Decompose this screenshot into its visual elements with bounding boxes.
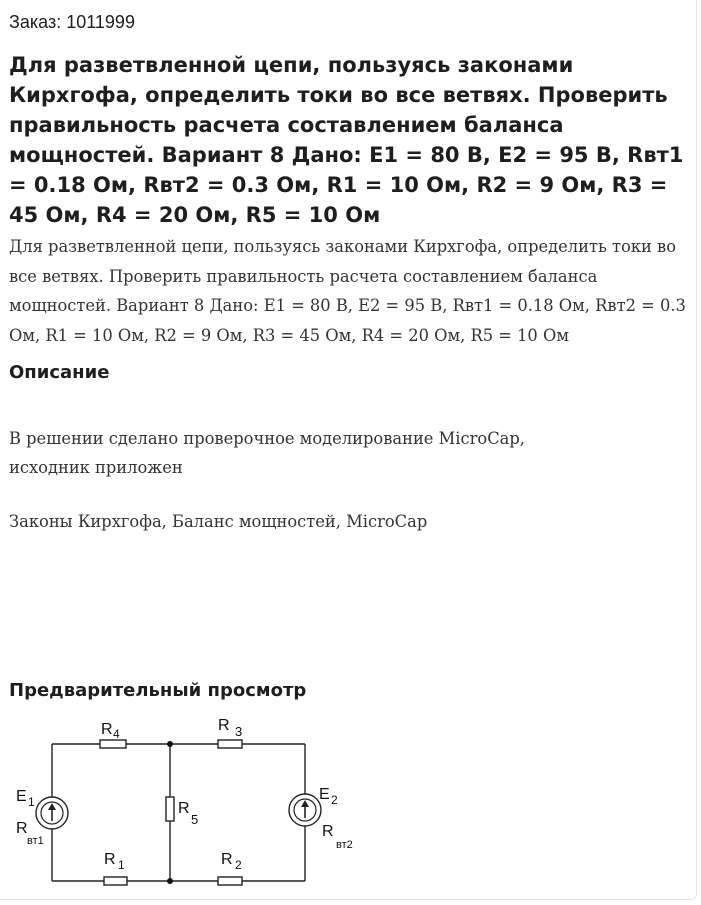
page-title: Для разветвленной цепи, пользуясь законами Кирхгофа, определить токи во все ветвях. Проверить правильность расчета составлением баланса мощностей. Вариант 8 Дано: E1 = 80 B, E2 = 95 B, Rвт1 = 0.18 Ом, Rвт2 = 0.3 Ом, R1 = 10 Ом, R2 = 9 Ом, R3 = 45 Ом, R4 = 20 Ом, R5 = 10 Ом — [9, 53, 684, 227]
label-r4: R — [101, 721, 113, 738]
resistor-r1 — [104, 877, 127, 885]
source-e2 — [289, 794, 321, 826]
label-rvt1: R — [16, 820, 28, 837]
label-r1: R — [104, 851, 116, 868]
source-e1 — [36, 797, 68, 829]
label-e2-sub: 2 — [331, 793, 338, 807]
description-heading: Описание — [9, 362, 110, 383]
resistor-r5 — [166, 797, 174, 821]
label-rvt1-sub: вт1 — [27, 835, 44, 847]
node-top — [167, 741, 173, 747]
label-e2: E — [319, 786, 330, 803]
label-rvt2-sub: вт2 — [336, 839, 353, 851]
label-r5: R — [178, 800, 190, 817]
resistor-r3 — [218, 740, 242, 748]
preview-heading: Предварительный просмотр — [9, 680, 307, 701]
circuit-preview-image[interactable] — [0, 708, 380, 900]
tags-text: Законы Кирхгофа, Баланс мощностей, MicroCap — [9, 512, 428, 531]
label-rvt2: R — [322, 823, 334, 840]
label-r3-sub: 3 — [235, 724, 243, 739]
label-r4-sub: 4 — [113, 727, 120, 741]
order-number: Заказ: 1011999 — [9, 12, 135, 32]
task-summary: Для разветвленной цепи, пользуясь законами Кирхгофа, определить токи во все ветвях. Проверить правильность расчета составлением баланса мощностей. Вариант 8 Дано: E1 = 80 B, E2 = 95 B, Rвт1 = 0.18 Ом, Rвт2 = 0.3 Ом, R1 = 10 Ом, R2 = 9 Ом, R3 = 45 Ом, R4 = 20 Ом, R5 = 10 Ом — [9, 237, 686, 345]
label-r1-sub: 1 — [118, 858, 125, 872]
label-e1: E — [16, 788, 27, 805]
label-r3: R — [218, 717, 230, 734]
label-r5-sub: 5 — [191, 812, 199, 827]
node-bottom — [167, 878, 173, 884]
resistor-r4 — [100, 740, 126, 748]
resistor-r2 — [218, 877, 242, 885]
label-r2: R — [221, 851, 233, 868]
label-e1-sub: 1 — [28, 795, 35, 809]
label-r2-sub: 2 — [235, 858, 242, 872]
description-text: В решении сделано проверочное моделирование MicroCap, исходник приложен — [9, 429, 525, 477]
